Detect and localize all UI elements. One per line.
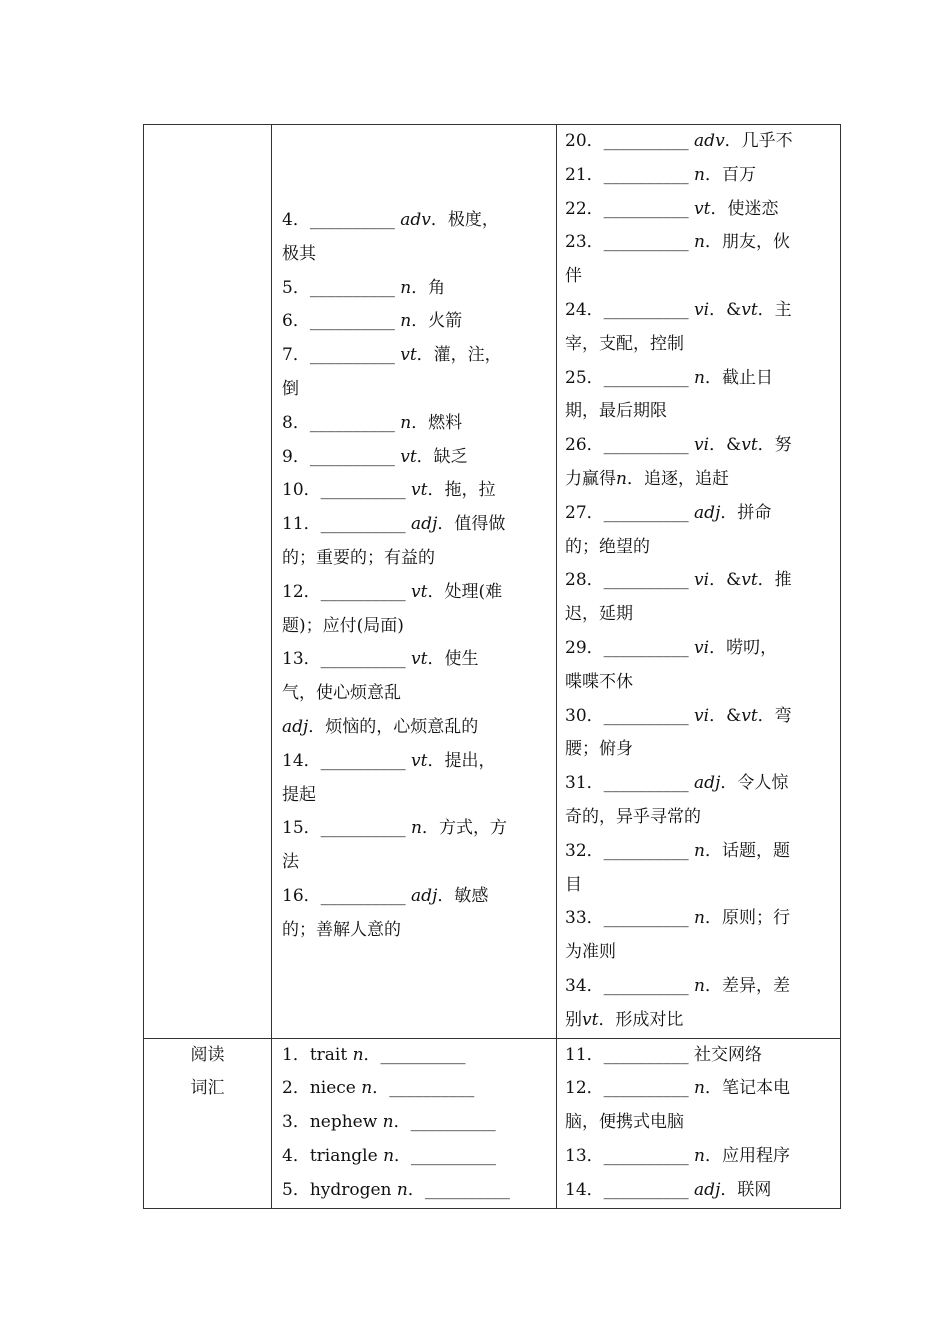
vocab-line — [565, 733, 832, 767]
vocab-text: 13．__________ — [282, 649, 412, 670]
vocab-line — [565, 294, 832, 328]
part-of-speech: vt — [411, 750, 428, 771]
vocab-text: ．追逐，追赶 — [626, 468, 729, 489]
vocab-text: 33．__________ — [565, 908, 695, 929]
vocab-text: ．灌，注， — [416, 345, 502, 366]
part-of-speech: adj — [282, 716, 309, 737]
vocab-text: 的；重要的；有益的 — [282, 547, 435, 568]
vocab-line — [565, 260, 832, 294]
vocab-text: 迟，延期 — [565, 604, 633, 625]
vocab-line — [282, 272, 548, 306]
vocab-line — [565, 328, 832, 362]
vocab-text: 的；善解人意的 — [282, 919, 401, 940]
vocab-line — [282, 711, 548, 745]
vocab-text: 23．__________ — [565, 232, 695, 253]
part-of-speech: vi — [694, 299, 710, 320]
vocab-text: ．火箭 — [411, 311, 463, 332]
vocab-text: ．燃料 — [411, 412, 463, 433]
vocab-line — [282, 1039, 548, 1073]
vocab-text: ．& — [709, 705, 742, 726]
vocab-text: 7．__________ — [282, 345, 401, 366]
vocab-text: 27．__________ — [565, 502, 695, 523]
vocab-text: 腰；俯身 — [565, 739, 633, 760]
part-of-speech: n — [694, 1145, 705, 1166]
vocab-text: 8．__________ — [282, 412, 401, 433]
vocab-text: 22．__________ — [565, 198, 695, 219]
vocab-line — [282, 745, 548, 779]
vocab-line — [565, 700, 832, 734]
vocab-text: ．几乎不 — [724, 131, 793, 151]
part-of-speech: vt — [411, 649, 428, 670]
vocab-text: 15．__________ — [282, 818, 412, 839]
part-of-speech: n — [361, 1078, 373, 1099]
vocab-line — [282, 643, 548, 677]
vocab-text: 11．__________ 社交网络 — [565, 1044, 763, 1065]
part-of-speech: adj — [411, 514, 438, 535]
part-of-speech: vt — [400, 446, 417, 467]
vocab-text: ．处理(难 — [427, 581, 503, 602]
vocab-line — [565, 767, 832, 801]
vocab-line — [565, 531, 832, 565]
vocab-text: 倒 — [282, 378, 299, 399]
vocab-text: 14．__________ — [282, 750, 412, 771]
part-of-speech: n — [616, 468, 627, 489]
vocab-line — [565, 632, 832, 666]
vocab-text: ．拖，拉 — [427, 480, 496, 501]
vocab-text: 20．__________ — [565, 131, 695, 151]
vocab-text: ．__________ — [394, 1145, 497, 1166]
vocab-line — [565, 598, 832, 632]
vocab-text: 为准则 — [565, 942, 616, 963]
vocab-text: ．原则；行 — [705, 908, 790, 929]
part-of-speech: vi — [694, 705, 710, 726]
vocab-line — [565, 1174, 832, 1208]
vocab-line — [282, 914, 548, 948]
vocab-line — [282, 542, 548, 576]
vocab-line — [565, 395, 832, 429]
vocab-line — [565, 666, 832, 700]
vocab-text: 力赢得 — [565, 468, 616, 489]
vocab-text: ．提出， — [427, 750, 496, 771]
vocab-line — [565, 1004, 832, 1038]
vocab-line — [282, 305, 548, 339]
vocab-text: 9．__________ — [282, 446, 401, 467]
vocab-text: ．__________ — [407, 1179, 510, 1200]
part-of-speech: n — [694, 975, 705, 996]
vocab-text: 16．__________ — [282, 885, 412, 906]
part-of-speech: n — [694, 164, 705, 185]
vocab-text: ．主 — [757, 299, 792, 320]
table-row — [144, 1038, 841, 1208]
vocab-line — [565, 1106, 832, 1140]
vocab-list — [565, 1039, 832, 1208]
part-of-speech: vt — [694, 198, 711, 219]
vocab-line — [565, 936, 832, 970]
vocab-line — [282, 677, 548, 711]
vocab-text: 目 — [565, 874, 582, 895]
vocab-line — [282, 441, 548, 475]
vocab-text: ．& — [709, 570, 742, 591]
vocab-text: 5．__________ — [282, 277, 401, 298]
vocab-text: 10．__________ — [282, 480, 412, 501]
vocab-text: 26．__________ — [565, 435, 695, 456]
vocab-list — [282, 1039, 548, 1208]
vocab-text: 31．__________ — [565, 773, 695, 794]
vocab-text: ．角 — [411, 277, 446, 298]
vocab-line — [282, 812, 548, 846]
vocab-text: ．笔记本电 — [705, 1078, 790, 1099]
vocab-line — [282, 610, 548, 644]
part-of-speech: vt — [741, 570, 758, 591]
vocab-text: 12．__________ — [282, 581, 412, 602]
vocab-text: ．朋友，伙 — [705, 232, 790, 253]
vocab-text: 提起 — [282, 784, 316, 805]
vocab-text: ．烦恼的，心烦意乱的 — [308, 716, 479, 737]
part-of-speech: n — [694, 1078, 705, 1099]
vocab-line — [565, 970, 832, 1004]
part-of-speech: vt — [582, 1009, 599, 1030]
vocab-text: 30．__________ — [565, 705, 695, 726]
vocab-line — [282, 508, 548, 542]
vocab-text: 极其 — [282, 243, 316, 264]
part-of-speech: n — [400, 311, 412, 332]
vocab-text: ．__________ — [363, 1044, 466, 1065]
part-of-speech: vt — [400, 345, 417, 366]
part-of-speech: adv — [400, 210, 431, 230]
vocab-text: 奇的，异乎寻常的 — [565, 806, 701, 827]
part-of-speech: n — [694, 232, 705, 253]
vocab-text: ．唠叨， — [709, 637, 778, 658]
vocab-text: ．弯 — [757, 705, 792, 726]
vocab-text: ．努 — [757, 435, 792, 456]
vocab-text: ．缺乏 — [416, 446, 468, 467]
vocab-text: 脑，便携式电脑 — [565, 1112, 684, 1133]
vocab-text: ．& — [709, 299, 742, 320]
vocab-text: 气，使心烦意乱 — [282, 683, 401, 704]
vocab-text: 13．__________ — [565, 1145, 695, 1166]
part-of-speech: vi — [694, 637, 710, 658]
vocab-text: ．令人惊 — [720, 773, 789, 794]
vocab-line — [565, 193, 832, 227]
vocab-text: ．截止日 — [705, 367, 773, 388]
vocab-line — [282, 474, 548, 508]
part-of-speech: vt — [741, 299, 758, 320]
vocab-line — [282, 1174, 548, 1208]
vocab-text: 1．trait — [282, 1044, 353, 1065]
vocab-list — [282, 204, 548, 948]
vocab-text: 14．__________ — [565, 1179, 695, 1200]
vocab-line — [282, 238, 548, 272]
vocab-text: ．百万 — [705, 164, 756, 185]
category-label: 阅读 — [190, 1044, 225, 1065]
part-of-speech: n — [694, 367, 705, 388]
category-cell-reading — [144, 1038, 272, 1208]
part-of-speech: adj — [411, 885, 438, 906]
vocab-line — [282, 1072, 548, 1106]
vocab-text: ．& — [709, 435, 742, 456]
reading-vocab-right — [557, 1038, 841, 1208]
part-of-speech: n — [400, 412, 412, 433]
part-of-speech: vt — [741, 705, 758, 726]
vocab-text: 宰，支配，控制 — [565, 333, 684, 354]
vocab-text: 期，最后期限 — [565, 401, 667, 422]
vocab-text: 伴 — [565, 266, 582, 287]
part-of-speech: adj — [694, 1179, 721, 1200]
vocab-text: 32．__________ — [565, 840, 695, 861]
vocab-text: 2．niece — [282, 1078, 362, 1099]
vocab-text: ．推 — [757, 570, 792, 591]
vocab-line — [282, 846, 548, 880]
vocab-line — [565, 1140, 832, 1174]
part-of-speech: n — [383, 1145, 395, 1166]
vocab-column-right — [557, 125, 841, 1039]
vocab-text: 5．hydrogen — [282, 1179, 397, 1200]
vocab-text: 25．__________ — [565, 367, 695, 388]
vocab-line — [565, 497, 832, 531]
category-label: 词汇 — [190, 1078, 225, 1099]
vocab-text: 11．__________ — [282, 514, 412, 535]
part-of-speech: n — [396, 1179, 408, 1200]
vocab-text: 3．nephew — [282, 1112, 383, 1133]
vocabulary-table — [143, 124, 841, 1209]
part-of-speech: n — [694, 840, 705, 861]
part-of-speech: vt — [741, 435, 758, 456]
part-of-speech: vi — [694, 570, 710, 591]
vocab-text: ．使迷恋 — [710, 198, 779, 219]
vocab-line — [565, 429, 832, 463]
vocab-text: 21．__________ — [565, 164, 695, 185]
vocab-line — [282, 339, 548, 373]
vocab-text: 喋喋不休 — [565, 671, 633, 692]
vocab-list — [565, 125, 832, 1038]
vocab-line — [282, 204, 548, 238]
reading-vocab-middle — [272, 1038, 557, 1208]
vocab-text: ．应用程序 — [705, 1145, 790, 1166]
vocab-line — [565, 564, 832, 598]
table-row — [144, 125, 841, 1039]
part-of-speech: n — [400, 277, 412, 298]
vocab-text: ．__________ — [372, 1078, 475, 1099]
vocab-column-middle — [272, 125, 557, 1039]
vocab-text: ．敏感 — [437, 885, 489, 906]
vocab-line — [282, 1140, 548, 1174]
vocab-text: 题)；应付(局面) — [282, 615, 404, 636]
vocab-text: 6．__________ — [282, 311, 401, 332]
vocab-text: 29．__________ — [565, 637, 695, 658]
vocab-line — [565, 801, 832, 835]
vocab-text: 4．triangle — [282, 1145, 384, 1166]
vocab-line — [565, 463, 832, 497]
part-of-speech: n — [352, 1044, 364, 1065]
vocab-text: ．拼命 — [720, 502, 772, 523]
vocab-text: 24．__________ — [565, 299, 695, 320]
vocab-line — [282, 373, 548, 407]
vocab-text: ．差异，差 — [705, 975, 790, 996]
vocab-text: ．使生 — [427, 649, 479, 670]
vocab-line — [282, 1106, 548, 1140]
vocab-text: ．值得做 — [437, 514, 506, 535]
vocab-line — [282, 407, 548, 441]
vocab-line — [565, 1039, 832, 1073]
vocab-line — [282, 576, 548, 610]
vocab-text: 34．__________ — [565, 975, 695, 996]
vocab-text: 12．__________ — [565, 1078, 695, 1099]
vocab-text: ．话题，题 — [705, 840, 790, 861]
vocab-text: ．联网 — [720, 1179, 772, 1200]
vocab-line — [565, 362, 832, 396]
vocab-text: 4．__________ — [282, 210, 401, 230]
part-of-speech: vi — [694, 435, 710, 456]
vocab-line — [282, 880, 548, 914]
part-of-speech: n — [382, 1112, 394, 1133]
vocab-line — [282, 779, 548, 813]
vocab-line — [565, 125, 832, 159]
vocab-line — [565, 226, 832, 260]
vocab-text: ．形成对比 — [598, 1009, 684, 1030]
vocab-line — [565, 902, 832, 936]
vocab-line — [565, 159, 832, 193]
vocab-text: 别 — [565, 1009, 582, 1030]
part-of-speech: adj — [694, 773, 721, 794]
vocab-text: 的；绝望的 — [565, 536, 650, 557]
vocab-text: ．极度， — [430, 210, 499, 230]
part-of-speech: adv — [694, 131, 725, 151]
part-of-speech: n — [694, 908, 705, 929]
part-of-speech: vt — [411, 480, 428, 501]
part-of-speech: vt — [411, 581, 428, 602]
part-of-speech: n — [411, 818, 422, 839]
vocab-line — [565, 1072, 832, 1106]
part-of-speech: adj — [694, 502, 721, 523]
vocab-line — [565, 835, 832, 869]
vocab-text: 法 — [282, 852, 299, 873]
vocab-text: ．方式，方 — [422, 818, 507, 839]
vocab-text: 28．__________ — [565, 570, 695, 591]
category-cell-empty — [144, 125, 272, 1039]
vocab-line — [565, 869, 832, 903]
vocab-text: ．__________ — [393, 1112, 496, 1133]
